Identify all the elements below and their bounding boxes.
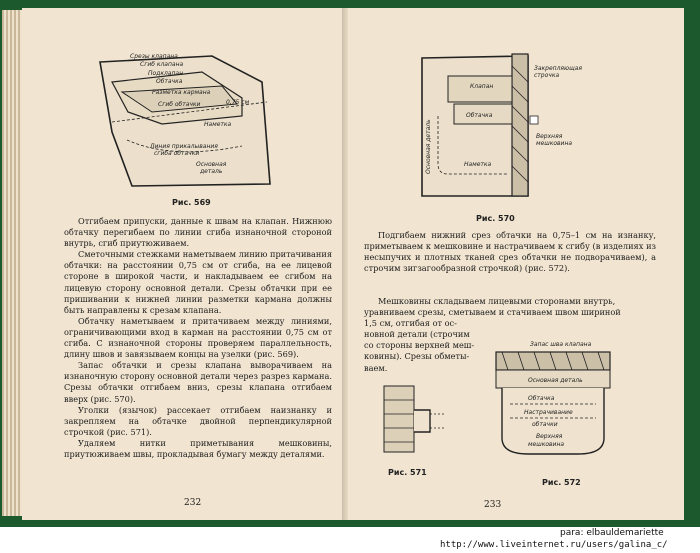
page-number-right: 233 — [484, 500, 502, 510]
label-verh-1: Верхняя — [536, 133, 563, 140]
label-zakrep-1: Закрепляющая — [534, 65, 583, 72]
right-body-text-top — [364, 230, 656, 274]
label-nametka: Наметка — [204, 121, 232, 128]
text-line: уравниваем срезы, сметываем и стачиваем швом шириной — [364, 307, 621, 318]
label-nastr-1: Настрачивание — [524, 409, 573, 416]
label-sgib-obtachki: Сгиб обтачки — [158, 101, 201, 108]
label-srezy-klapana: Срезы клапана — [130, 53, 178, 60]
label-razmetka: Разметка кармана — [152, 89, 211, 96]
label-nametka: Наметка — [464, 161, 492, 168]
fig-569-caption: Рис. 569 — [172, 198, 211, 207]
label-liniya-2: сгиба обтачки — [154, 150, 200, 157]
text-line: ковины). Срезы обметы- — [364, 351, 470, 362]
label-verh-2: мешковина — [536, 140, 573, 147]
stitch-lines — [430, 414, 444, 428]
label-obtachka: Обтачка — [156, 78, 183, 85]
page-edges — [2, 10, 24, 516]
label-obtachka: Обтачка — [466, 112, 493, 119]
watermark-url[interactable]: http://www.liveinternet.ru/users/galina_c/ — [440, 540, 668, 550]
paragraph: Подгибаем нижний срез обтачки на 0,75–1 см на изнанку, приметываем к мешковине и настрачиваем к сгибу (в изделиях из несыпучих и плотных тканей срез обтачки не подворачиваем), а строчим зигзагообразной строчкой) (рис. 572). — [364, 230, 656, 274]
label-obtachka: Обтачка — [528, 395, 555, 402]
label-podklapan: Подклапан — [148, 70, 183, 77]
paragraph: Уголки (язычок) рассекает отгибаем наизнанку и закрепляем на обтачке двойной перпендикулярной строчкой (рис. 571). — [64, 404, 332, 437]
text-line: новной детали (строчим — [364, 329, 470, 340]
right-page — [348, 8, 684, 520]
paragraph: Запас обтачки и срезы клапана выворачиваем на изнаночную сторону основной детали через разрез кармана. Срезы обтачки отгибаем вниз, срезы клапана отгибаем вверх (рис. 570). — [64, 360, 332, 404]
label-osnovnaya: Основная деталь — [528, 377, 583, 384]
label-liniya-1: Линия прикалывания — [150, 143, 218, 150]
text-line: ваем. — [364, 362, 388, 373]
label-osnovnaya-1: Основная — [196, 161, 227, 168]
fig-570-caption: Рис. 570 — [476, 214, 515, 223]
fig-571-caption: Рис. 571 — [388, 468, 427, 477]
text-line: 1,5 см, отгибая от ос- — [364, 318, 457, 329]
fig-569-diagram — [92, 42, 272, 192]
label-osnovnaya-2: деталь — [200, 168, 223, 175]
watermark-credit: para: elbauldemariette — [560, 528, 664, 538]
label-sgib-klapana: Сгиб клапана — [140, 61, 184, 68]
paragraph: Сметочными стежками наметываем линию притачивания обтачки: на расстоянии 0,75 см от сгиба, на ее лицевой стороне в широкой части, и накладываем ее сгибом на лицевую сторону основной детали. Срезы обтачки при ее пришивании к нижней линии разметки кармана должны быть направлены к срезам клапана. — [64, 249, 332, 315]
label-klapan: Клапан — [470, 83, 494, 90]
label-nastr-2: обтачки — [532, 421, 558, 428]
paragraph: Удаляем нитки приметывания мешковины, приутюживаем швы, прокладывая бумагу между деталями. — [64, 437, 332, 459]
label-verh-2: мешковина — [528, 441, 565, 448]
left-body-text — [64, 216, 332, 460]
paragraph: Обтачку наметываем и притачиваем между линиями, ограничивающими вход в карман на расстоянии 0,75 см от сгиба. С изнаночной стороны проверяем параллельность, длину швов и завязываем концы на узелки (рис. 569). — [64, 315, 332, 360]
fig-572-diagram — [488, 330, 618, 466]
paragraph: Отгибаем припуски, данные к швам на клапан. Нижнюю обтачку перегибаем по линии сгиба изнаночной стороной внутрь, сгиб приутюживаем. — [64, 216, 332, 249]
fig-572-caption: Рис. 572 — [542, 478, 581, 487]
label-measure: 0,75 см — [226, 99, 250, 106]
hatched-strip — [512, 54, 528, 196]
left-page — [22, 8, 350, 520]
page-number-left: 232 — [184, 498, 202, 508]
label-zapas: Запас шва клапана — [530, 341, 592, 348]
fig-571-diagram — [378, 380, 452, 460]
text-line: со стороны верхней меш- — [364, 340, 475, 351]
fig-570-diagram — [408, 46, 588, 206]
corner-fold — [414, 410, 430, 432]
label-osnovnaya: Основная деталь — [425, 119, 432, 174]
label-zakrep-2: строчка — [534, 72, 560, 79]
tack-mark — [530, 116, 538, 124]
text-line: Мешковины складываем лицевыми сторонами внутрь, — [378, 296, 616, 306]
label-verh-1: Верхняя — [536, 433, 563, 440]
